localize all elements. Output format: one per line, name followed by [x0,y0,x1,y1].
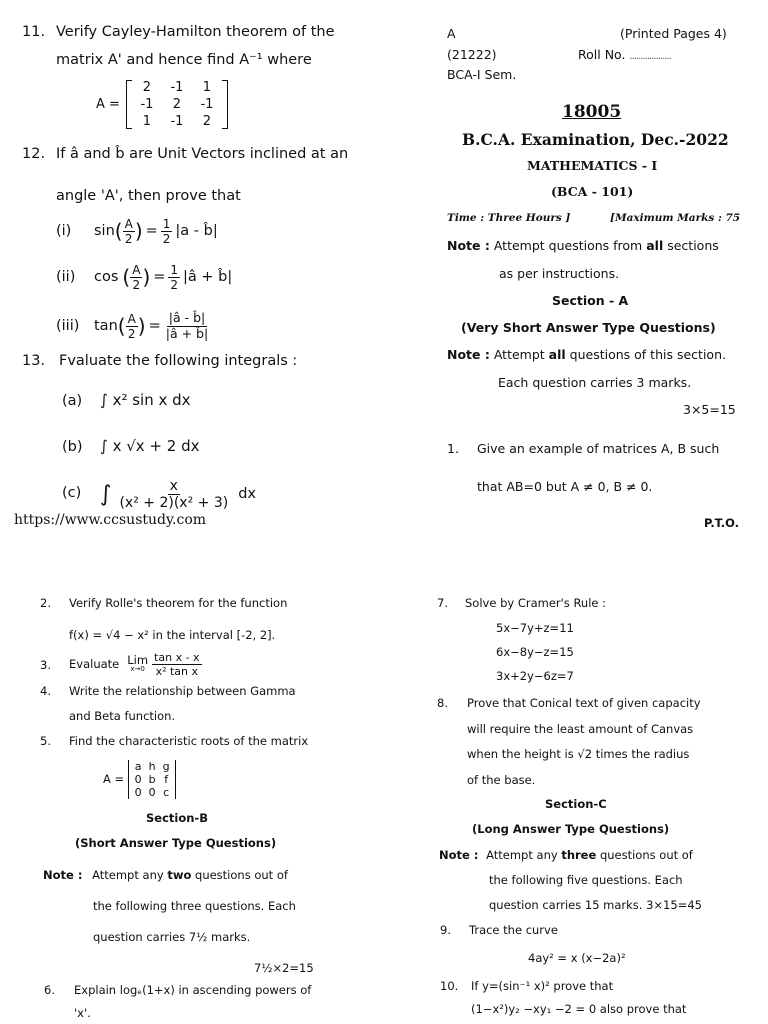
section-b-title: Section-B [146,811,208,825]
q11-line2: matrix A' and hence find A⁻¹ where [56,52,312,68]
exam-title: B.C.A. Examination, Dec.-2022 [462,130,729,149]
general-note-cont: as per instructions. [499,266,620,281]
q5-line1: Find the characteristic roots of the matrix [69,734,309,748]
time-label: Time : Three Hours ] [447,212,571,224]
q4-line2: and Beta function. [69,709,176,723]
subject-code: (BCA - 101) [551,184,634,199]
matrix-cell: -1 [170,113,184,129]
q1-line1: Give an example of matrices A, B such [477,441,720,456]
q13c-expr: ∫ $\frac{x}{\text{(x² + 2)(x² + 3)}}$ dx [100,477,256,511]
q13b-expr: ∫ x √x + 2 dx [100,437,200,455]
q13-number: 13. [22,353,46,369]
q12-line2: angle 'A', then prove that [56,188,241,204]
q13b-label: (b) [62,439,83,455]
matrix-cell: f [164,772,169,786]
matrix-cell: 2 [172,96,182,112]
q11-matrix: A = 2 -1 1 -1 2 -1 1 -1 2 [96,74,228,134]
q5-matrix: A = a h g 0 b f 0 0 c [103,755,176,803]
watermark-url: https://www.ccsustudy.com [14,512,207,528]
q7-number: 7. [437,596,448,610]
q7-eq2: 6x−8y−z=15 [496,645,574,659]
q11-number: 11. [22,24,46,40]
section-b-subtitle: (Short Answer Type Questions) [75,836,277,850]
q9-equation: 4ay² = x (x−2a)² [528,951,626,965]
q9-number: 9. [440,923,451,937]
exam-code: (21222) [447,47,497,62]
q1-line2: that AB=0 but A ≠ 0, B ≠ 0. [477,479,653,494]
q13a-expr: ∫ x² sin x dx [100,391,191,409]
q12-part-iii: (iii) tan ( $\frac{A}{2}$ ) = $\frac{|â - b̂|}{|â + b̂|}$ [56,310,209,341]
max-marks: [Maximum Marks : 75 [610,212,741,224]
matrix-cell: 0 [134,772,142,786]
q7-eq1: 5x−7y+z=11 [496,621,574,635]
q4-number: 4. [40,684,51,698]
q10-number: 10. [440,979,459,993]
paper-code: 18005 [562,102,622,122]
q2-line1: Verify Rolle's theorem for the function [69,596,288,610]
q6-line1: Explain logₑ(1+x) in ascending powers of [74,983,312,997]
matrix-cell: 1 [202,79,212,95]
q6-line2: 'x'. [74,1006,91,1020]
section-c-note: Note : Attempt any three questions out of [439,848,693,862]
matrix-cell: 0 [148,785,156,799]
q3-expr: Evaluate Lim x→0 $\frac{\text{tan x - x}}{\text{x² tan x}}$ [69,650,200,678]
matrix-cell: h [148,759,156,773]
printed-pages: (Printed Pages 4) [620,26,727,41]
section-c-subtitle: (Long Answer Type Questions) [472,822,670,836]
q8-line2: will require the least amount of Canvas [467,722,694,736]
matrix-cell: g [162,759,170,773]
q2-number: 2. [40,596,51,610]
matrix-cell: -1 [140,96,154,112]
roll-no-label: Roll No. ................... [578,47,671,62]
q4-line1: Write the relationship between Gamma [69,684,296,698]
q8-number: 8. [437,696,448,710]
section-b-note: Note : Attempt any two questions out of [43,868,288,882]
q10-line1: If y=(sin⁻¹ x)² prove that [471,979,614,993]
q11-line1: Verify Cayley-Hamilton theorem of the [56,24,335,40]
q12-part-ii: (ii) cos ( $\frac{A}{2}$ ) = $\frac{1}{2}$ |â + b̂| [56,262,233,292]
matrix-cell: 2 [142,79,152,95]
section-c-note-cont2: question carries 15 marks. 3×15=45 [489,898,702,912]
section-a-title: Section - A [552,293,629,308]
section-a-note-cont: Each question carries 3 marks. [498,375,692,390]
matrix-cell: -1 [200,96,214,112]
q9-text: Trace the curve [469,923,558,937]
general-note: Note : Attempt questions from all sections [447,238,719,253]
section-b-marks: 7½×2=15 [254,961,314,975]
matrix-cell: 2 [202,113,212,129]
matrix-cell: 0 [134,785,142,799]
section-a-subtitle: (Very Short Answer Type Questions) [461,320,716,335]
q13-text: Fvaluate the following integrals : [59,353,298,369]
section-c-title: Section-C [545,797,607,811]
q7-eq3: 3x+2y−6z=7 [496,669,574,683]
section-c-note-cont: the following five questions. Each [489,873,683,887]
q2-line2: f(x) = √4 − x² in the interval [-2, 2]. [69,628,276,642]
q13c-label: (c) [62,485,82,501]
q12-part-i: (i) sin ( $\frac{A}{2}$ ) = $\frac{1}{2}$ |a - b̂| [56,216,218,246]
q13a-label: (a) [62,393,83,409]
matrix-cell: -1 [170,79,184,95]
pto-label: P.T.O. [704,516,740,530]
q7-text: Solve by Cramer's Rule : [465,596,607,610]
q8-line4: of the base. [467,773,536,787]
matrix-cell: b [148,772,156,786]
q5-number: 5. [40,734,51,748]
subject-title: MATHEMATICS - I [527,158,658,173]
q8-line3: when the height is √2 times the radius [467,747,690,761]
matrix-cell: c [163,785,170,799]
q10-line2: (1−x²)y₂ −xy₁ −2 = 0 also prove that [471,1002,687,1016]
q1-number: 1. [447,441,459,456]
q3-number: 3. [40,658,51,672]
matrix-cell: a [134,759,142,773]
q12-number: 12. [22,146,46,162]
section-b-note-cont2: question carries 7½ marks. [93,930,251,944]
series-label: A [447,26,456,41]
section-a-marks: 3×5=15 [683,402,736,417]
q8-line1: Prove that Conical text of given capacity [467,696,701,710]
class-label: BCA-I Sem. [447,67,517,82]
q6-number: 6. [44,983,55,997]
section-b-note-cont: the following three questions. Each [93,899,296,913]
matrix-cell: 1 [142,113,152,129]
q12-line1: If â and b̂ are Unit Vectors inclined at an [56,146,349,162]
section-a-note: Note : Attempt all questions of this section. [447,347,726,362]
